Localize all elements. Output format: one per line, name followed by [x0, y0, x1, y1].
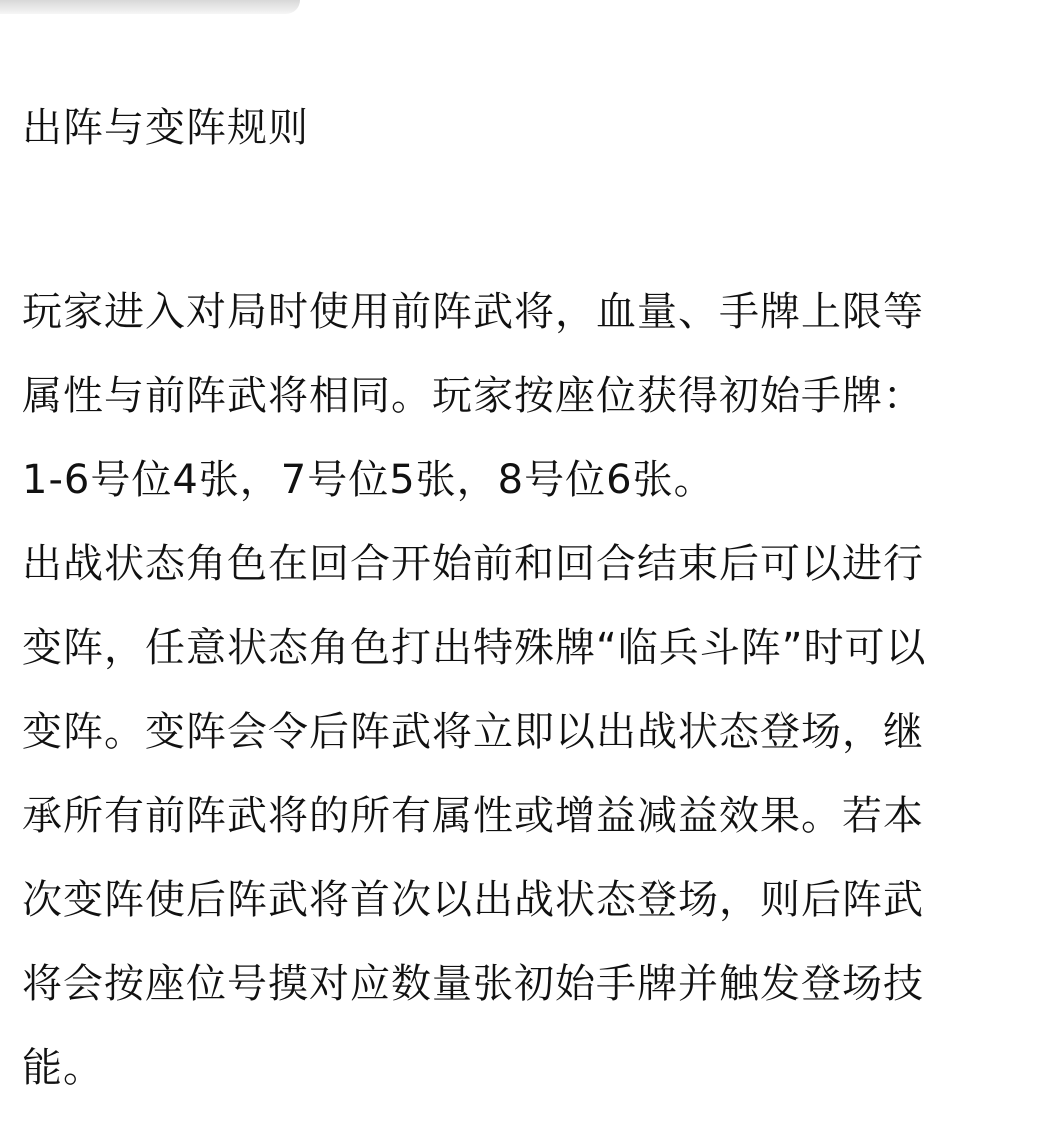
paragraph-line: 玩家进入对局时使用前阵武将，血量、手牌上限等	[22, 289, 924, 335]
paragraph-line: 属性与前阵武将相同。玩家按座位获得初始手牌：	[22, 373, 924, 419]
paragraph-line: 次变阵使后阵武将首次以出战状态登场，则后阵武	[22, 877, 924, 923]
paragraph-line: 将会按座位号摸对应数量张初始手牌并触发登场技	[22, 961, 924, 1007]
rules-paragraph	[22, 270, 1052, 1110]
paragraph-line: 能。	[22, 1045, 104, 1091]
paragraph-line: 1-6号位4张，7号位5张，8号位6张。	[22, 457, 715, 503]
page-title: 出阵与变阵规则	[22, 105, 309, 151]
paragraph-line: 变阵，任意状态角色打出特殊牌“临兵斗阵”时可以	[22, 625, 927, 671]
top-edge-shadow	[0, 0, 300, 14]
paragraph-line: 承所有前阵武将的所有属性或增益减益效果。若本	[22, 793, 924, 839]
paragraph-line: 出战状态角色在回合开始前和回合结束后可以进行	[22, 541, 924, 587]
paragraph-line: 变阵。变阵会令后阵武将立即以出战状态登场，继	[22, 709, 924, 755]
